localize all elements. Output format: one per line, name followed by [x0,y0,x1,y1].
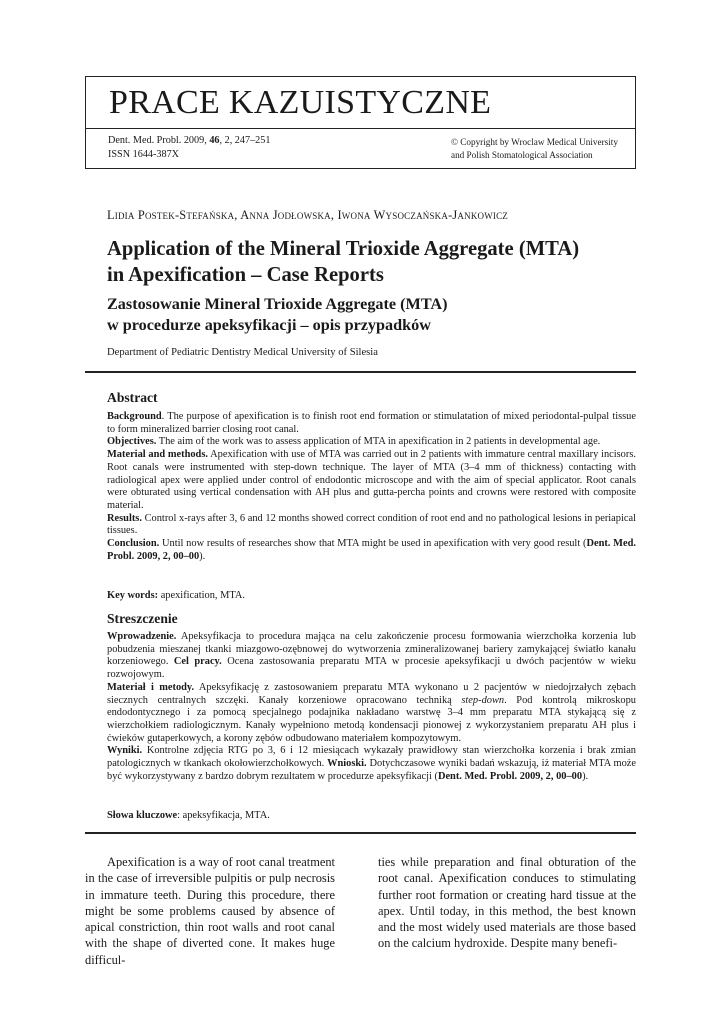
methods-text: Apexification with use of MTA was carried out in 2 patients with immature central maxillary incisors. Root canals were instrumented with step-down technique. The layer of MTA (3–4 mm of thickness) contacting with radiological apex were applied under control of endodontic microscope and with the aim of special applicator. Root canals were obturated using vertical condensation with AH plus and gutta-percha points and crowns were restored with composite material. [107,449,636,511]
body-column-left [85,854,335,968]
bottom-rule [85,832,636,834]
abstract-methods [107,449,636,513]
conclusion-label: Conclusion. [107,538,160,550]
citation-volume: 46 [209,135,220,146]
citation-info [108,134,270,162]
results-text: Control x-rays after 3, 6 and 12 months showed correct condition of root end and no pathological lesions in periapical tissues. [107,512,636,537]
material-label: Materiał i metody. [107,681,195,693]
keywords [107,590,245,601]
material-text-2: . Pod kontrolą mikroskopu endodontycznego i za pomocą specjalnego podajnika nakładano warstwę 3–4 mm preparatu MTA stykającą się z wierzchołkiem radiologicznym. Kanały wypełniono metodą kondensacji pionowej z wykorzystaniem preparatu AH plus i ćwieków gutaperkowych, a korony zębów odbudowano materiałem kompozytowym. [107,694,636,744]
abstract-body [107,411,636,563]
keywords-label: Key words: [107,590,159,601]
affiliation: Department of Pediatric Dentistry Medical University of Silesia [107,347,378,358]
title-pl-line-2: w procedurze apeksyfikacji – opis przypadków [107,316,431,334]
title-en-line-1: Application of the Mineral Trioxide Aggregate (MTA) [107,238,580,260]
body-paragraph-right: ties while preparation and final obturation of the root canal. Apexification conduces to stimulating further root formation or creating hard tissue at the apex. Until today, in this method, the best known and the most widely used materials are those based on the calcium hydroxide. Despite many benefi- [378,855,636,951]
abstract-heading: Abstract [107,390,158,405]
wyniki-text: Kontrolne zdjęcia RTG po 3, 6 i 12 miesiącach wykazały prawidłowy stan wierzchołka korzenia i brak zmian patologicznych w tkankach okołowierzchołkowych. [107,745,636,770]
author-list [107,208,508,223]
wnioski-end: ). [582,770,589,782]
citation-box [85,128,636,169]
top-rule [85,371,636,373]
methods-label: Material and methods. [107,449,208,461]
article-title-polish [107,294,448,336]
abstract-results [107,513,636,538]
slowa-kluczowe-label: Słowa kluczowe [107,810,178,821]
material-italic: step-down [461,694,505,706]
copyright-line-2: and Polish Stomatological Association [451,150,593,160]
title-pl-line-1: Zastosowanie Mineral Trioxide Aggregate (MTA) [107,295,448,313]
issn: ISSN 1644-387X [108,149,180,160]
abstract-conclusion [107,538,636,563]
wnioski-text: Dotychczasowe wyniki badań wskazują, iż materiał MTA może być wykorzystywany z bardzo dobrym rezultatem w procedurze apeksyfikacji ( [107,758,636,782]
author-names: Lidia Postek-Stefańska, Anna Jodłowska, Iwona Wysoczańska-Jankowicz [107,208,509,222]
wprowadzenie-text: Apeksyfikacja to procedura mająca na celu zakończenie procesu formowania wierzchołka korzenia lub pobudzenia mieszanej tkanki miazgowo-ozębnowej do wytworzenia zmineralizowanej bariery zamykającej światło kanału korzeniowego. [107,631,636,668]
article-title-english [107,236,579,288]
abstract-background [107,411,636,436]
conclusion-end: ). [199,550,206,562]
slowa-kluczowe [107,810,270,821]
citation-suffix: , 2, 247–251 [219,135,271,146]
title-en-line-2: in Apexification – Case Reports [107,264,384,286]
body-column-right [378,854,636,952]
conclusion-citation: Dent. Med. Probl. 2009, 2, 00–00 [107,538,636,562]
results-label: Results. [107,512,142,524]
body-paragraph-left: Apexification is a way of root canal treatment in the case of irreversible pulpitis or pulp necrosis in immature teeth. During this procedure, there might be some problems caused by absence of apical constriction, thin root walls and root canal with the shape of diverted cone. It makes huge difficul- [85,855,335,967]
streszczenie-heading: Streszczenie [107,611,178,626]
citation-prefix: Dent. Med. Probl. 2009, [108,135,210,146]
keywords-text: apexification, MTA. [158,590,245,601]
background-label: Background [107,411,162,422]
copyright-line-1: © Copyright by Wroclaw Medical University [451,137,618,147]
streszczenie-results [107,745,636,783]
wyniki-label: Wyniki. [107,745,143,757]
wnioski-label: Wnioski. [327,758,367,770]
abstract-objectives [107,436,636,449]
copyright-info [451,136,618,162]
streszczenie-intro [107,631,636,682]
objectives-text: The aim of the work was to assess application of MTA in apexification in 2 patients in developmental age. [156,436,601,448]
conclusion-text: Until now results of researches show that MTA might be used in apexification with very good result ( [159,538,587,550]
journal-section-title: PRACE KAZUISTYCZNE [109,84,492,121]
cel-label: Cel pracy. [173,656,222,668]
background-text: . The purpose of apexification is to finish root end formation or stimulatation of mixed periodontal-pulpal tissue to form mineralized barrier closing root canal. [107,411,636,435]
streszczenie-methods [107,682,636,746]
wprowadzenie-label: Wprowadzenie. [107,631,177,642]
objectives-label: Objectives. [107,436,157,448]
journal-header-box [85,76,636,129]
material-text-1: Apeksyfikację z zastosowaniem preparatu MTA wykonano u 2 pacjentów w niedojrzałych zębach siecznych centralnych szczęki. Kanały korzeniowe opracowano techniką [107,681,636,706]
wnioski-citation: Dent. Med. Probl. 2009, 2, 00–00 [437,770,583,782]
streszczenie-body [107,631,636,783]
cel-text: Ocena zastosowania preparatu MTA w procesie apeksyfikacji u dwóch pacjentów w wieku rozwojowym. [107,656,636,681]
slowa-kluczowe-text: : apeksyfikacja, MTA. [177,810,270,821]
